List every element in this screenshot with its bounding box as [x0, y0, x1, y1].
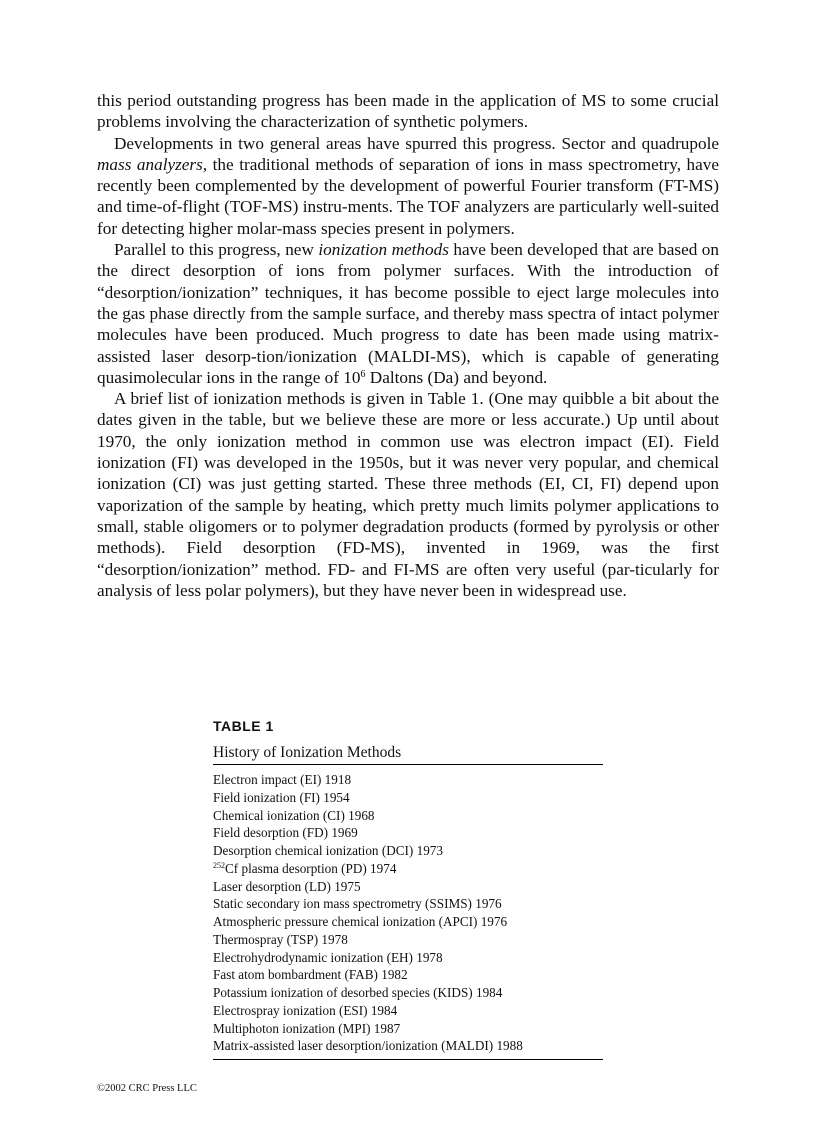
table-row — [213, 1020, 603, 1038]
table-row-text: Field ionization (FI) 1954 — [213, 789, 350, 805]
table-row — [213, 807, 603, 825]
table-label: TABLE 1 — [213, 718, 274, 734]
table-row — [213, 878, 603, 896]
table-bottom-rule — [213, 1059, 603, 1060]
table-row — [213, 860, 603, 878]
table-row — [213, 895, 603, 913]
table-row — [213, 966, 603, 984]
table-caption: History of Ionization Methods — [213, 744, 402, 761]
table-row-text: Atmospheric pressure chemical ionization (APCI) 1976 — [213, 914, 508, 929]
table-1 — [213, 716, 603, 1060]
body-paragraph — [97, 388, 719, 601]
table-row-text: Chemical ionization (CI) 1968 — [213, 807, 375, 823]
table-row — [213, 913, 603, 931]
table-row-text: Electron impact (EI) 1918 — [213, 772, 352, 787]
emphasized-term: mass analyzers — [97, 154, 203, 174]
text-run: Daltons (Da) and beyond. — [365, 367, 548, 387]
table-row — [213, 771, 603, 789]
table-row-text: Potassium ionization of desorbed species (KIDS) 1984 — [213, 985, 503, 1000]
table-row-text: Electrohydrodynamic ionization (EH) 1978 — [213, 949, 443, 965]
text-run: Developments in two general areas have spurred this progress. Sector and quadrupole — [114, 133, 719, 153]
body-paragraph — [97, 239, 719, 388]
table-row-text: Multiphoton ionization (MPI) 1987 — [213, 1020, 401, 1036]
body-paragraph — [97, 133, 719, 239]
table-row — [213, 931, 603, 949]
table-row — [213, 1002, 603, 1020]
superscript: 6 — [360, 368, 366, 380]
table-row-text: Desorption chemical ionization (DCI) 1973 — [213, 843, 443, 858]
table-row-text: Field desorption (FD) 1969 — [213, 825, 358, 841]
table-row — [213, 789, 603, 807]
table-row — [213, 842, 603, 860]
emphasized-term: ionization methods — [318, 240, 449, 260]
body-paragraph — [97, 90, 719, 133]
table-row — [213, 984, 603, 1002]
isotope-superscript: 252 — [213, 860, 225, 870]
table-row-text: Fast atom bombardment (FAB) 1982 — [213, 967, 408, 983]
body-text — [97, 90, 719, 601]
table-row — [213, 824, 603, 842]
text-run: A brief list of ionization methods is given in Table 1. (One may quibble a bit about the dates given in the table, but we believe these are more or less accurate.) Up until about 1970, the only ionization method in common use was electron impact (EI). Field ionization (FI) was developed in the 1950s, but it was never very popular, and chemical ionization (CI) was just getting started. These three methods (EI, CI, FI) depend upon vaporization of the sample by heating, which pretty much limits polymer applications to small, stable oligomers or to polymer degradation products (formed by pyrolysis or other methods). Field desorption (FD-MS), invented in 1969, was the first “desorption/ionization” method. FD- and FI-MS are often very useful (par-ticularly for analysis of less polar polymers), but they have never been in widespread use. — [97, 389, 719, 600]
text-run: have been developed that are based on the direct desorption of ions from polymer surfaces. With the introduction of “desorption/ionization” techniques, it has become possible to eject large molecules into the gas phase directly from the sample surface, and thereby mass spectra of intact polymer molecules have been produced. Much progress to date has been made using matrix-assisted laser desorp-tion/ionization (MALDI-MS), which is capable of generating quasimolecular ions in the range of 10 — [97, 240, 719, 387]
table-row-text: Thermospray (TSP) 1978 — [213, 931, 348, 947]
text-run: Parallel to this progress, new — [114, 240, 319, 260]
table-row-text: Cf plasma desorption (PD) 1974 — [225, 860, 397, 876]
copyright-footer: ©2002 CRC Press LLC — [97, 1083, 197, 1094]
table-row — [213, 949, 603, 967]
text-run: , the traditional methods of separation of ions in mass spectrometry, have recently been complemented by the development of powerful Fourier transform (FT-MS) and time-of-flight (TOF-MS) instru-ments. The TOF analyzers are particularly well-suited for detecting higher molar-mass species present in polymers. — [97, 154, 719, 238]
table-row-text: Laser desorption (LD) 1975 — [213, 878, 361, 894]
table-row-text: Matrix-assisted laser desorption/ionization (MALDI) 1988 — [213, 1038, 523, 1054]
text-run: this period outstanding progress has been made in the application of MS to some crucial problems involving the characterization of synthetic polymers. — [97, 91, 719, 132]
table-row — [213, 1037, 603, 1055]
table-row-text: Electrospray ionization (ESI) 1984 — [213, 1002, 398, 1018]
table-rows — [213, 765, 603, 1059]
table-row-text: Static secondary ion mass spectrometry (SSIMS) 1976 — [213, 896, 502, 912]
